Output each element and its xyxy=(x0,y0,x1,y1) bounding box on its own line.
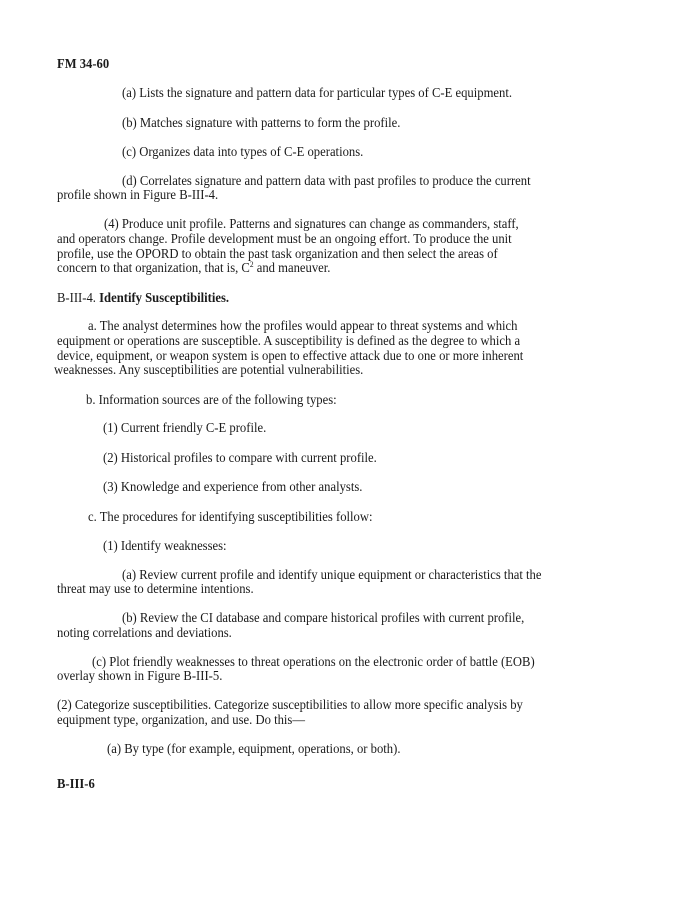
superscript-2: 2 xyxy=(249,260,254,269)
para-c-sub-a-line1: (a) Review current profile and identify unique equipment or characteristics that the xyxy=(122,567,542,582)
para4-line1: (4) Produce unit profile. Patterns and signatures can change as commanders, staff, xyxy=(104,216,519,231)
list-item-c: (c) Organizes data into types of C-E operations. xyxy=(122,144,364,159)
para-c-sub-b-line1: (b) Review the CI database and compare historical profiles with current profile, xyxy=(122,610,525,625)
list-item-d-line2: profile shown in Figure B-III-4. xyxy=(57,187,219,202)
list-item-b: (b) Matches signature with patterns to form the profile. xyxy=(122,115,401,130)
para-c-step2-sub-a: (a) By type (for example, equipment, operations, or both). xyxy=(107,741,401,756)
section-title: Identify Susceptibilities. xyxy=(99,290,230,305)
section-number: B-III-4. xyxy=(57,290,96,305)
para4-line2: and operators change. Profile development must be an ongoing effort. To produce the unit xyxy=(57,231,512,246)
para-c-sub-b-line2: noting correlations and deviations. xyxy=(57,625,232,640)
para-b-intro: b. Information sources are of the following types: xyxy=(86,392,337,407)
para-c-sub-a-line2: threat may use to determine intentions. xyxy=(57,581,254,596)
para-c-sub-c-line2: overlay shown in Figure B-III-5. xyxy=(57,668,223,683)
list-item-d-line1: (d) Correlates signature and pattern data with past profiles to produce the current xyxy=(122,173,531,188)
para-c-intro: c. The procedures for identifying susceptibilities follow: xyxy=(88,509,373,524)
para-a-line2: equipment or operations are susceptible. A susceptibility is defined as the degree to which a xyxy=(57,333,521,348)
para4-line4: concern to that organization, that is, $C^2$ and maneuver. xyxy=(57,260,331,275)
para-a-line1: a. The analyst determines how the profiles would appear to threat systems and which xyxy=(88,318,518,333)
para4-line3: profile, use the OPORD to obtain the past task organization and then select the areas of xyxy=(57,246,498,261)
para-a-line3: device, equipment, or weapon system is open to effective attack due to one or more inherent xyxy=(57,348,524,363)
document-id: FM 34-60 xyxy=(57,57,110,72)
para-b-item3: (3) Knowledge and experience from other analysts. xyxy=(103,479,363,494)
para-c-step1: (1) Identify weaknesses: xyxy=(103,538,227,553)
page-number: B-III-6 xyxy=(57,777,95,792)
para-b-item1: (1) Current friendly C-E profile. xyxy=(103,420,267,435)
section-heading xyxy=(57,291,229,306)
para-c-step2-line1: (2) Categorize susceptibilities. Categorize susceptibilities to allow more specific analysis by xyxy=(57,697,523,712)
para-a-line4: weaknesses. Any susceptibilities are potential vulnerabilities. xyxy=(54,362,364,377)
para-c-step2-line2: equipment type, organization, and use. Do this— xyxy=(57,712,306,727)
para-c-sub-c-line1: (c) Plot friendly weaknesses to threat operations on the electronic order of battle (EOB) xyxy=(92,654,535,669)
list-item-a: (a) Lists the signature and pattern data for particular types of C-E equipment. xyxy=(122,85,513,100)
para-b-item2: (2) Historical profiles to compare with current profile. xyxy=(103,450,377,465)
